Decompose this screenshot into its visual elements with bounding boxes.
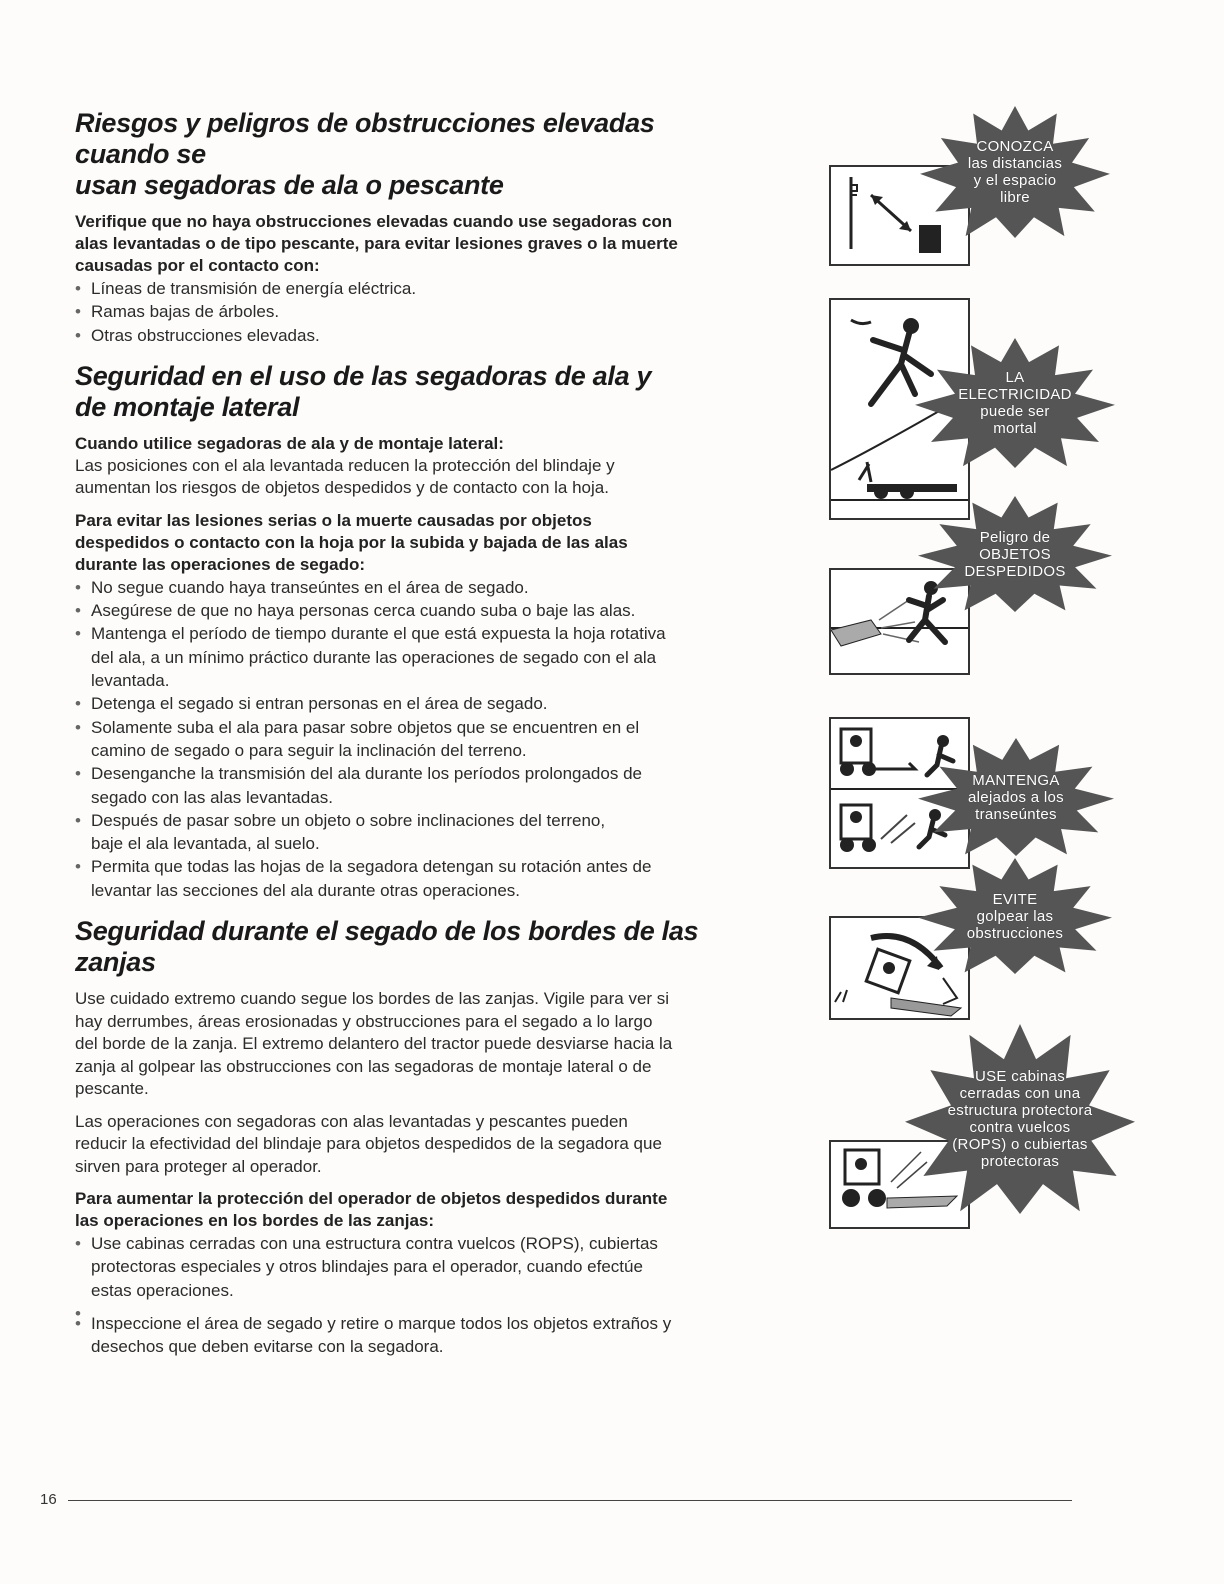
lead-line: las operaciones en los bordes de las zanjas: (75, 1211, 435, 1231)
list-item (75, 855, 755, 902)
lead-line: causadas por el contacto con: (75, 256, 320, 275)
list-item (75, 1312, 755, 1359)
text-line: segado con las alas levantadas. (91, 787, 333, 807)
text-line: estas operaciones. (91, 1280, 234, 1300)
badge-line: mortal (993, 420, 1037, 437)
list-item (75, 809, 755, 856)
text-line: zanja al golpear las obstrucciones con las segadoras de montaje lateral o de (75, 1056, 652, 1076)
badge-line: transeúntes (975, 805, 1057, 823)
list-item (75, 762, 755, 809)
paragraph (75, 455, 755, 500)
lead-line: Verifique que no haya obstrucciones elevadas cuando use segadoras con (75, 212, 673, 231)
text-line: Use cuidado extremo cuando segue los bordes de las zanjas. Vigile para ver si (75, 989, 670, 1009)
badge-line: obstrucciones (966, 924, 1064, 942)
text-line: protectoras especiales y otros blindajes para el operador, cuando efectúe (91, 1257, 643, 1277)
title-line: de montaje lateral (75, 391, 300, 422)
text-line: desechos que deben evitarse con la segadora. (91, 1337, 444, 1357)
text-line: reducir la efectividad del blindaje para objetos despedidos de la segadora que (75, 1134, 662, 1154)
section-ditch-edges (75, 916, 755, 1358)
text-line: Después de pasar sobre un objeto o sobre inclinaciones del terreno, (91, 810, 606, 830)
lead-text (75, 1188, 755, 1232)
text-line: camino de segado o para seguir la inclinación del terreno. (91, 740, 527, 760)
list-item (75, 692, 755, 715)
badge-line: golpear las (976, 907, 1054, 925)
badge-line: EVITE (992, 890, 1038, 908)
list-item: • Ramas bajas de árboles. (75, 300, 755, 323)
section-overhead-obstructions (75, 108, 755, 347)
text-line: Las operaciones con segadoras con alas levantadas y pescantes pueden (75, 1111, 628, 1131)
badge-cab (905, 1024, 1135, 1214)
badge-text (948, 1068, 1093, 1170)
main-column (75, 108, 755, 1373)
paragraph (75, 1111, 755, 1179)
text-line: Detenga el segado si entran personas en el área de segado. (91, 694, 548, 714)
lead-text (75, 211, 755, 277)
badge-line: protectoras (980, 1153, 1060, 1170)
text-line: del borde de la zanja. El extremo delantero del tractor puede desviarse hacia la (75, 1034, 673, 1054)
badge-line: contra vuelcos (969, 1119, 1071, 1136)
title-line: usan segadoras de ala o pescante (75, 170, 504, 200)
lead-text (75, 510, 755, 576)
badge-line: MANTENGA (972, 771, 1060, 789)
text-line: Las posiciones con el ala levantada reducen la protección del blindaje y (75, 455, 615, 475)
list-item (75, 599, 755, 622)
text-line: baje el ala levantada, al suelo. (91, 834, 320, 854)
badge-line: (ROPS) o cubiertas (952, 1136, 1088, 1153)
text-line: Solamente suba el ala para pasar sobre objetos que se encuentren en el (91, 717, 640, 737)
section-wing-mowers (75, 361, 755, 902)
section-title (75, 361, 755, 423)
list-item (75, 622, 755, 692)
title-line: Seguridad en el uso de las segadoras de ala y (75, 360, 652, 391)
badge-line: libre (1000, 189, 1030, 206)
badge-line: Peligro de (979, 528, 1051, 546)
text-line: levantada. (91, 671, 170, 691)
badge-line: LA (1005, 369, 1025, 386)
list-item (75, 576, 755, 599)
badge-line: alejados a los (968, 788, 1064, 806)
text-line: del ala, a un mínimo práctico durante las operaciones de segado con el ala (91, 647, 657, 667)
text-line: hay derrumbes, áreas erosionadas y obstrucciones para el segado a lo largo (75, 1011, 653, 1031)
list-item: • Otras obstrucciones elevadas. (75, 324, 755, 347)
badge-line: y el espacio (973, 172, 1057, 189)
title-line: Riesgos y peligros de obstrucciones elevadas cuando se (75, 108, 655, 169)
badge-electricity (915, 338, 1115, 468)
lead-line: durante las operaciones de segado: (75, 554, 366, 574)
text-line: levantar las secciones del ala durante otras operaciones. (91, 880, 521, 900)
footer-divider (68, 1500, 1072, 1501)
badge-line: CONOZCA (976, 138, 1054, 155)
badge-thrown-objects (918, 496, 1112, 612)
lead-line: alas levantadas o de tipo pescante, para evitar lesiones graves o la muerte (75, 234, 678, 253)
list-item (75, 1232, 755, 1302)
badge-text (958, 369, 1072, 437)
badge-clearance (920, 106, 1110, 238)
badge-text (967, 891, 1063, 942)
badge-line: las distancias (967, 155, 1063, 172)
badge-line: USE cabinas (974, 1068, 1065, 1085)
text-line: aumentan los riesgos de objetos despedidos y de contacto con la hoja. (75, 478, 609, 498)
list-item: • Líneas de transmisión de energía eléctrica. (75, 277, 755, 300)
badge-line: cerradas con una (959, 1085, 1081, 1102)
badge-line: estructura protectora (947, 1102, 1093, 1119)
text-line: Use cabinas cerradas con una estructura contra vuelcos (ROPS), cubiertas (91, 1234, 658, 1254)
lead-line: Para evitar las lesiones serias o la muerte causadas por objetos (75, 510, 592, 530)
bullet-list (75, 576, 755, 902)
lead-line: despedidos o contacto con la hoja por la subida y bajada de las alas (75, 532, 628, 552)
section-title: Seguridad durante el segado de los bordes de las zanjas (75, 916, 699, 978)
text-line: Desenganche la transmisión del ala durante los períodos prolongados de (91, 764, 642, 784)
bullet-list (75, 1232, 755, 1358)
text-line: pescante. (75, 1079, 149, 1099)
list-spacer (75, 1302, 755, 1312)
section-title (75, 108, 755, 201)
badge-line: ELECTRICIDAD (958, 386, 1072, 403)
badge-bystanders (918, 738, 1114, 856)
lead-text: Cuando utilice segadoras de ala y de montaje lateral: (75, 433, 504, 453)
badge-text (968, 138, 1062, 206)
lead-line: Para aumentar la protección del operador de objetos despedidos durante (75, 1189, 668, 1209)
text-line: sirven para proteger al operador. (75, 1156, 322, 1176)
badge-line: OBJETOS (979, 545, 1051, 563)
badge-obstructions (918, 858, 1112, 974)
text-line: Inspeccione el área de segado y retire o marque todos los objetos extraños y (91, 1313, 672, 1333)
paragraph (75, 988, 755, 1101)
list-item (75, 716, 755, 763)
badge-text (968, 772, 1064, 823)
text-line: Mantenga el período de tiempo durante el que está expuesta la hoja rotativa (91, 624, 666, 644)
text-line: Permita que todas las hojas de la segadora detengan su rotación antes de (91, 857, 652, 877)
badge-line: DESPEDIDOS (964, 562, 1066, 580)
text-line: No segue cuando haya transeúntes en el área de segado. (91, 577, 529, 597)
badge-text (964, 529, 1065, 580)
bullet-list (75, 277, 755, 347)
badge-line: puede ser (980, 403, 1050, 420)
page-number: 16 (40, 1491, 57, 1508)
text-line: Asegúrese de que no haya personas cerca cuando suba o baje las alas. (91, 601, 636, 621)
